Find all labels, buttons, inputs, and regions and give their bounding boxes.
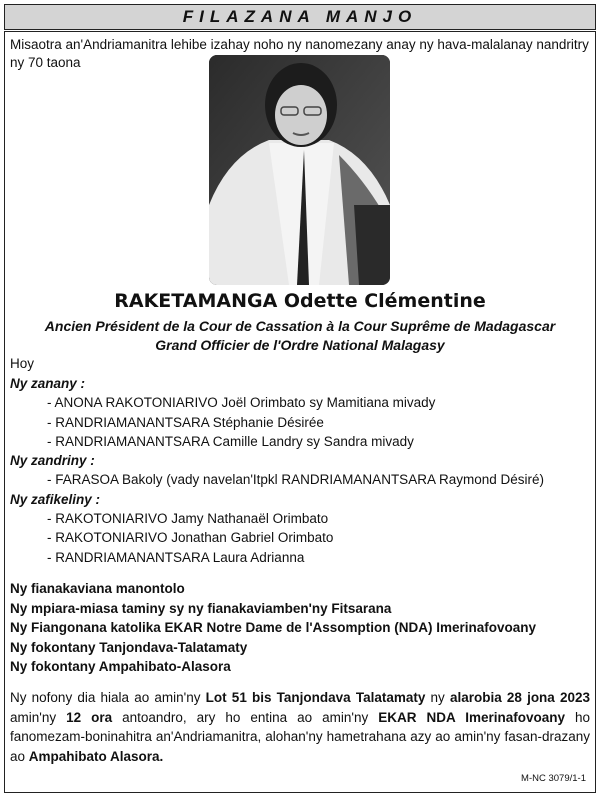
deceased-name: RAKETAMANGA Odette Clémentine [114, 290, 486, 312]
notice-date: alarobia 28 jona 2023 [449, 690, 591, 705]
family-member: - RANDRIAMANANTSARA Stéphanie Désirée [47, 414, 324, 430]
acknowledgement-line: Ny fianakaviana manontolo [10, 581, 185, 596]
acknowledgement-line: Ny Fiangonana katolika EKAR Notre Dame de l'Assomption (NDA) Imerinafovoany [10, 620, 537, 635]
family-group-label: Ny zanany : [10, 376, 86, 391]
acknowledgement-line: Ny fokontany Tanjondava-Talatamaty [10, 639, 248, 655]
notice-text: Ny nofony dia hiala ao amin'ny [10, 690, 206, 705]
notice-text: amin'ny [10, 709, 67, 725]
family-member: - RANDRIAMANANTSARA Laura Adrianna [47, 549, 305, 565]
notice-text: antoandro, ary ho entina ao amin'ny [112, 709, 379, 725]
intro-text: Misaotra an'Andriamanitra lehibe izahay noho ny nanomezany anay ny hava-malalanay nandritry ny 70 taona [10, 37, 589, 70]
notice-time: 12 ora [66, 709, 113, 725]
family-member: - RANDRIAMANANTSARA Camille Landry sy Sandra mivady [47, 433, 414, 449]
notice-text: ho fanomezam-boninahitra an'Andriamanitra, alohan'ny hametrahana azy ao amin'ny fasan-drazany ao [10, 709, 590, 764]
reference-code: M-NC 3079/1-1 [521, 773, 586, 784]
family-member: - ANONA RAKOTONIARIVO Joël Orimbato sy Mamitiana mivady [47, 395, 436, 411]
acknowledgements [10, 579, 590, 677]
header-title: FILAZANA MANJO [182, 7, 418, 26]
family-member: - FARASOA Bakoly (vady navelan'Itpkl RANDRIAMANANTSARA Raymond Désiré) [47, 472, 544, 488]
funeral-notice [10, 688, 590, 766]
notice-burial-place: Ampahibato Alasora. [28, 748, 164, 764]
family-list [10, 374, 590, 567]
family-group-label: Ny zandriny : [10, 453, 95, 469]
header-banner [4, 4, 596, 30]
hoy-label: Hoy [10, 356, 35, 371]
acknowledgement-line: Ny mpiara-miasa taminy sy ny fianakaviamben'ny Fitsarana [10, 600, 392, 616]
notice-church: EKAR NDA Imerinafovoany [378, 709, 565, 725]
deceased-title-1: Ancien Président de la Cour de Cassation à la Cour Suprême de Madagascar [44, 318, 556, 334]
notice-text: ny [425, 690, 450, 705]
deceased-titles [0, 317, 600, 355]
portrait-photo [209, 55, 390, 285]
family-group-label: Ny zafikeliny : [10, 491, 101, 507]
notice-address: Lot 51 bis Tanjondava Talatamaty [205, 690, 426, 705]
deceased-title-2: Grand Officier de l'Ordre National Malagasy [155, 337, 445, 353]
family-member: - RAKOTONIARIVO Jamy Nathanaël Orimbato [47, 511, 329, 527]
family-member: - RAKOTONIARIVO Jonathan Gabriel Orimbato [47, 530, 334, 546]
acknowledgement-line: Ny fokontany Ampahibato-Alasora [10, 659, 231, 674]
